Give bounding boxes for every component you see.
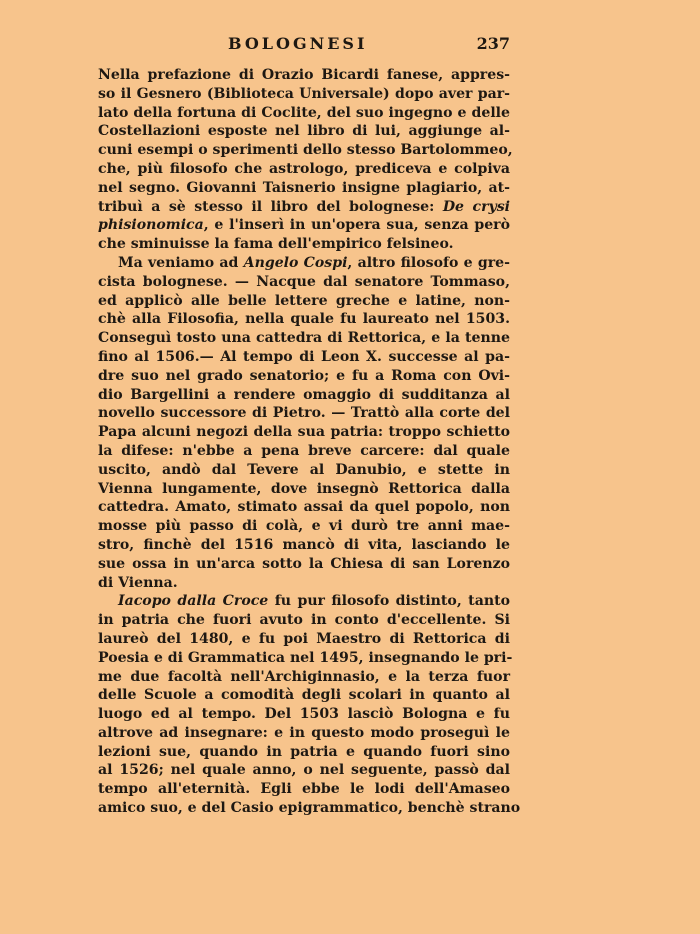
text-line: la difese: n'ebbe a pena breve carcere: dal quale <box>98 442 510 459</box>
text-line: me due facoltà nell'Archiginnasio, e la terza fuor <box>98 668 510 685</box>
text-line: Vienna lungamente, dove insegnò Rettorica dalla <box>98 480 510 497</box>
text-line: amico suo, e del Casio epigrammatico, benchè strano <box>98 800 521 817</box>
text-line: nel segno. Giovanni Taisnerio insigne plagiario, at- <box>98 179 510 196</box>
text-line: luogo ed al tempo. Del 1503 lasciò Bologna e fu <box>98 706 510 723</box>
text-line: cattedra. Amato, stimato assai da quel popolo, non <box>98 499 510 516</box>
paragraph-cospi <box>98 254 510 592</box>
text-line: so il Gesnero (Biblioteca Universale) dopo aver par- <box>98 85 510 102</box>
text-line: Papa alcuni negozi della sua patria: troppo schietto <box>98 424 510 441</box>
text-line: cuni esempi o sperimenti dello stesso Bartolommeo, <box>98 142 513 159</box>
text-line: chè alla Filosofia, nella quale fu laureato nel 1503. <box>98 311 510 328</box>
text-line: Ma veniamo ad Angelo Cospi, altro filosofo e gre- <box>118 254 510 271</box>
text-line: Conseguì tosto una cattedra di Rettorica, e la tenne <box>98 330 510 347</box>
page-number: 237 <box>476 34 510 53</box>
text-line: dio Bargellini a rendere omaggio di sudditanza al <box>98 386 510 403</box>
text-line: fino al 1506.— Al tempo di Leon X. successe al pa- <box>98 348 510 365</box>
text-line: phisionomica, e l'inserì in un'opera sua, senza però <box>98 217 510 234</box>
text-line: ed applicò alle belle lettere greche e latine, non- <box>98 292 510 309</box>
text-line: altrove ad insegnare: e in questo modo proseguì le <box>98 724 510 741</box>
text-line: uscito, andò dal Tevere al Danubio, e stette in <box>98 461 510 478</box>
text-line: lato della fortuna di Coclite, del suo ingegno e delle <box>98 104 510 121</box>
text-line: stro, finchè del 1516 mancò di vita, lasciando le <box>98 536 510 553</box>
text-line: di Vienna. <box>98 574 178 591</box>
text-line: in patria che fuori avuto in conto d'eccellente. Si <box>98 612 510 629</box>
text-line: al 1526; nel quale anno, o nel seguente, passò dal <box>98 762 510 779</box>
text-line: Costellazioni esposte nel libro di lui, aggiunge al- <box>98 123 510 140</box>
text-line: dre suo nel grado senatorio; e fu a Roma con Ovi- <box>98 367 510 384</box>
text-line: delle Scuole a comodità degli scolari in quanto al <box>98 687 510 704</box>
text-line: Poesia e di Grammatica nel 1495, insegnando le pri- <box>98 649 513 666</box>
text-line: cista bolognese. — Nacque dal senatore Tommaso, <box>98 273 510 290</box>
paragraph-dalla-croce <box>98 592 521 818</box>
text-line: che, più filosofo che astrologo, prediceva e colpiva <box>98 160 510 177</box>
text-line: Nella prefazione di Orazio Bicardi fanese, appres- <box>98 67 510 83</box>
text-line: mosse più passo di colà, e vi durò tre anni mae- <box>98 518 510 535</box>
text-line: tempo all'eternità. Egli ebbe le lodi dell'Amaseo <box>98 781 510 798</box>
paragraph-bicardi <box>98 66 513 254</box>
text-line: novello successore di Pietro. — Trattò alla corte del <box>98 405 510 422</box>
running-title: BOLOGNESI <box>228 34 368 53</box>
text-line: lezioni sue, quando in patria e quando fuori sino <box>98 743 510 760</box>
page-header <box>98 34 510 56</box>
text-line: Iacopo dalla Croce fu pur filosofo distinto, tanto <box>118 593 510 610</box>
text-line: che sminuisse la fama dell'empirico felsineo. <box>98 236 454 253</box>
body-text <box>98 66 521 818</box>
text-line: laureò del 1480, e fu poi Maestro di Rettorica di <box>98 630 510 647</box>
text-line: tribuì a sè stesso il libro del bolognese: De crysi <box>98 198 510 215</box>
text-line: sue ossa in un'arca sotto la Chiesa di san Lorenzo <box>98 555 510 572</box>
